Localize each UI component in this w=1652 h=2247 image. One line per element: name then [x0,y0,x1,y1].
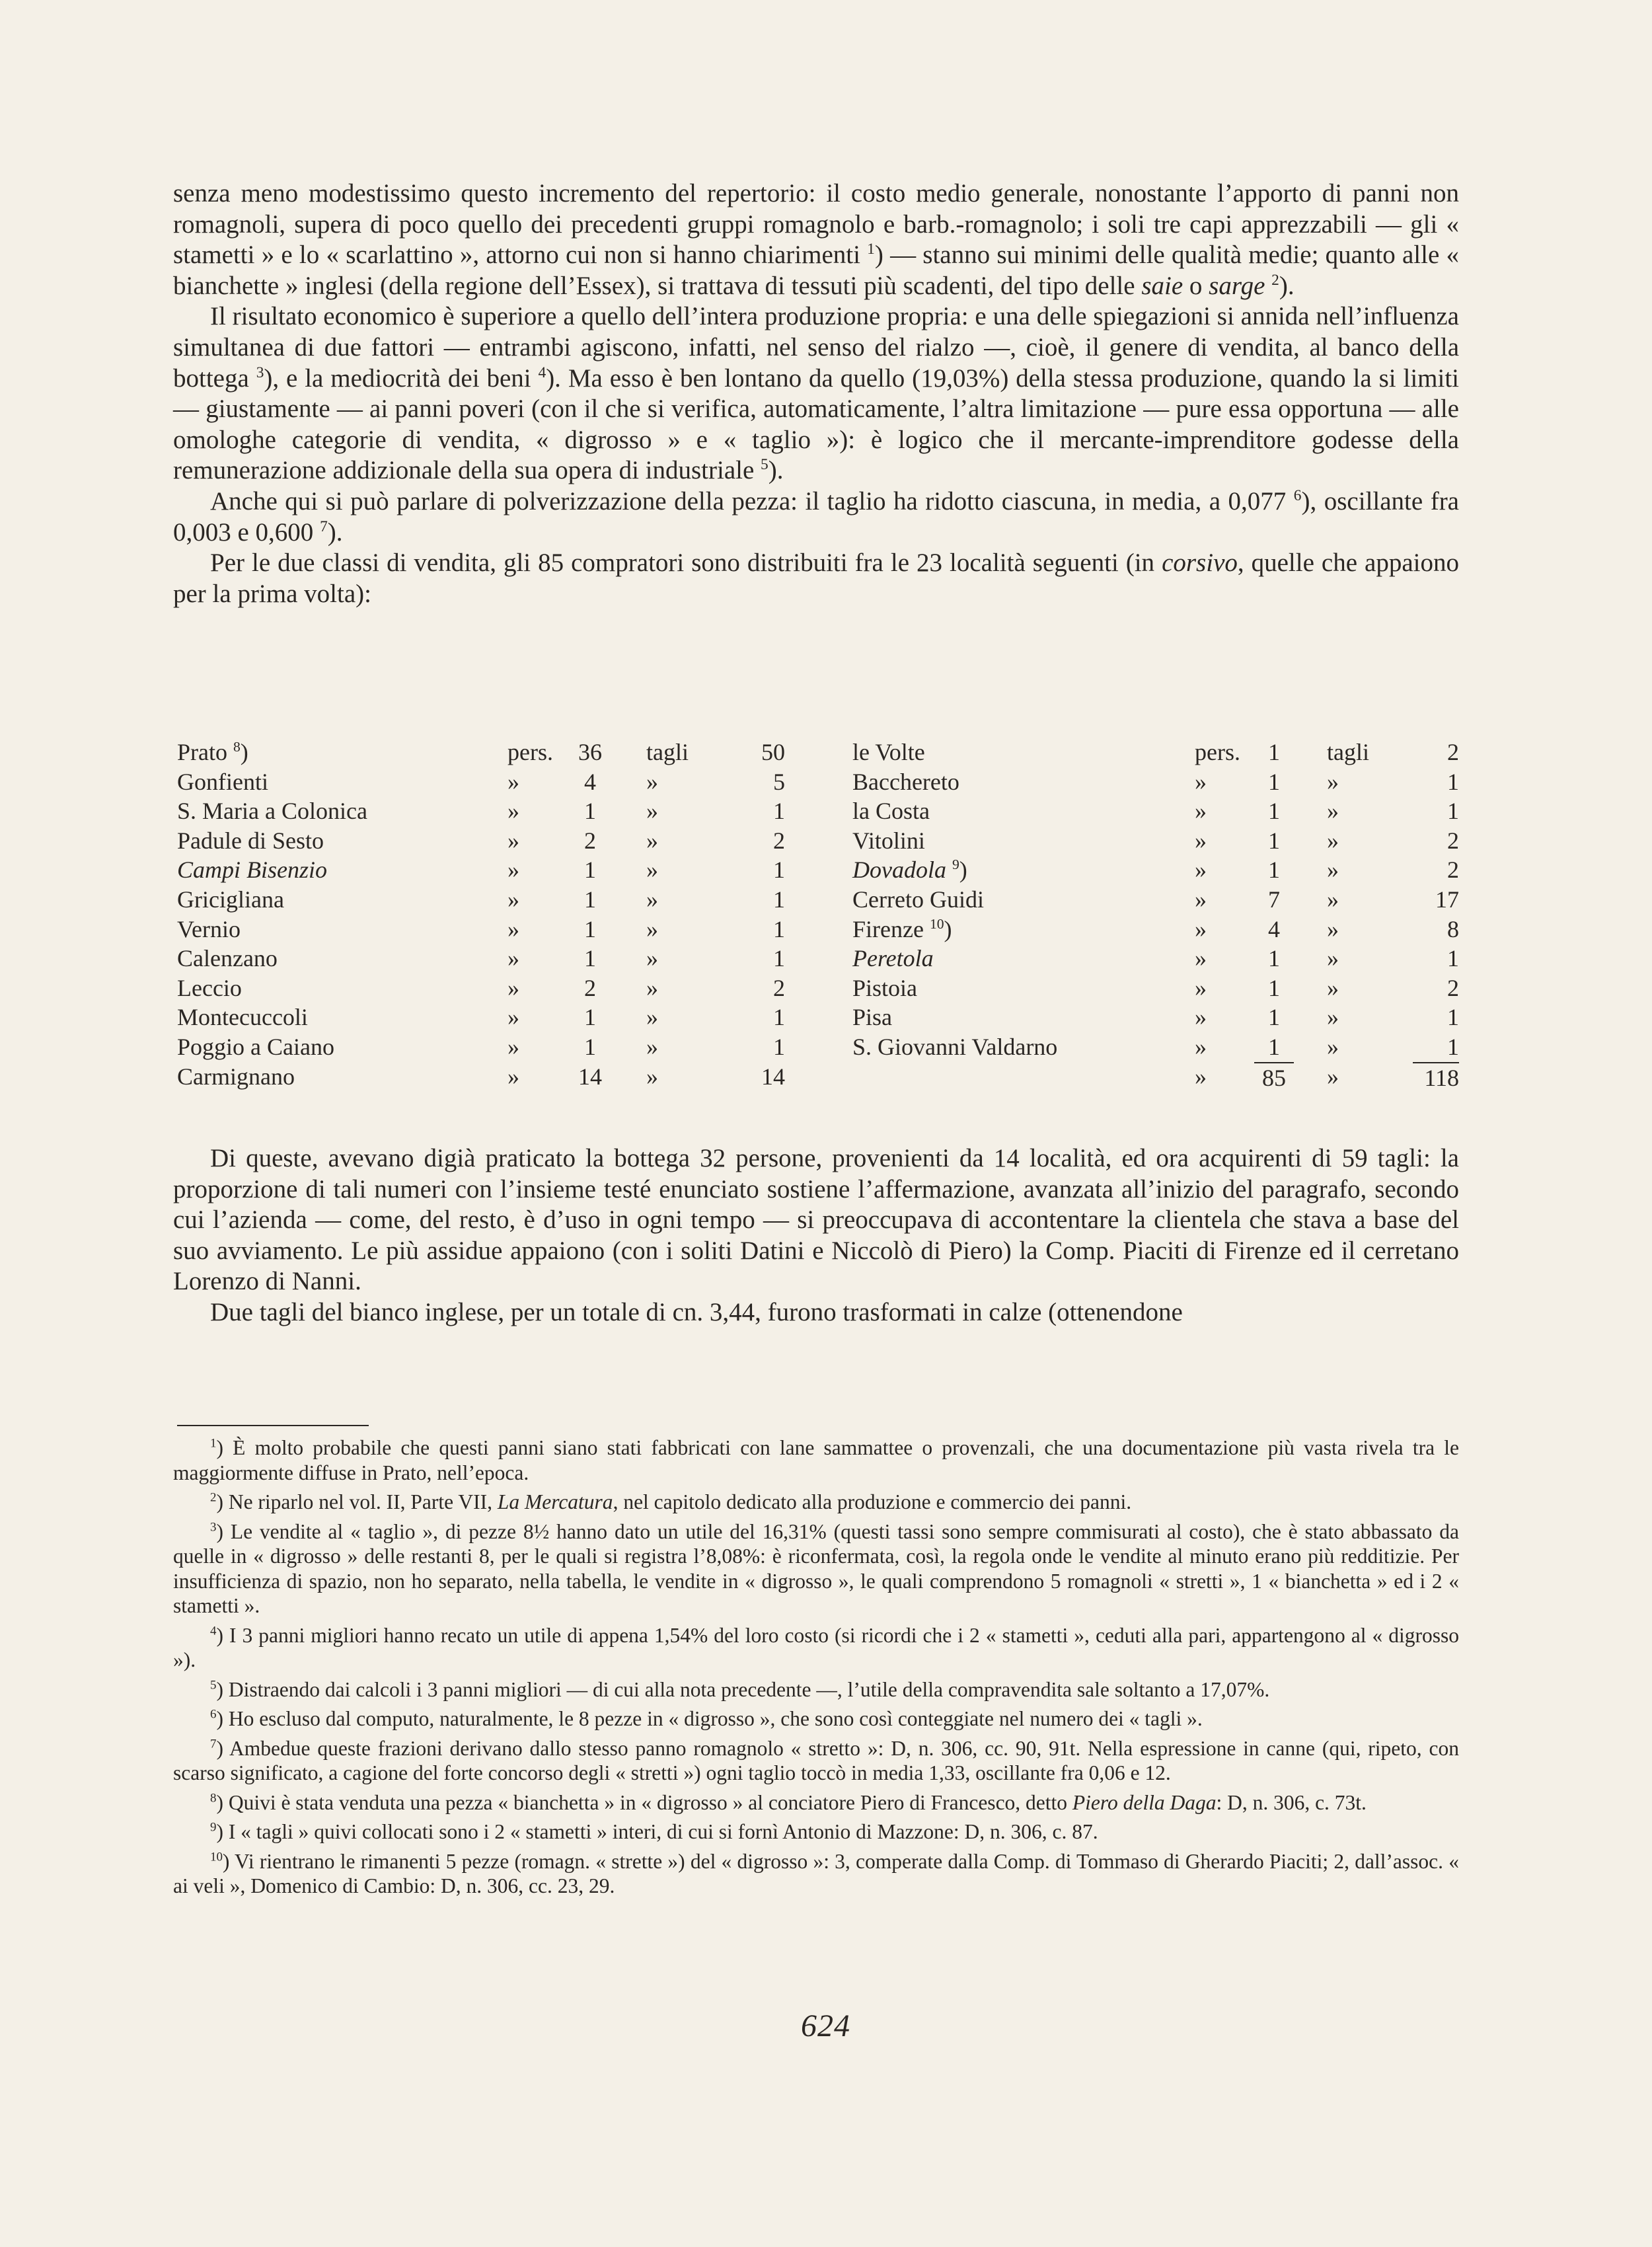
table-row [852,885,1459,915]
table-row [177,738,785,767]
text-run: ), oscillante fra 0,003 e 0,600 [173,486,1459,547]
persons-count: 1 [1268,739,1280,765]
tagli-label: tagli [1327,739,1369,765]
cuts-count: 2 [1447,857,1459,884]
ditto-mark: » [646,886,658,913]
text-run: ) Distraendo dai calcoli i 3 panni migliori — di cui alla nota precedente —, l’utile della compravendita sale soltanto a 17,07%. [216,1677,1270,1701]
place-name [852,885,984,915]
ditto-mark: » [507,915,519,942]
ditto-mark: » [1327,857,1339,884]
footnote-separator [177,1425,369,1426]
ditto-mark: » [507,1033,519,1060]
paragraph [173,1297,1459,1328]
tagli-label: tagli [646,739,689,765]
text-run: ). Ma esso è ben lontano da quello (19,03%) della stessa produzione, quando la si limiti — giustamente — ai panni poveri (con il che si verifica, automaticamente, l’altra limitazione — pure essa opportuna — alle omologhe categorie di vendita, « digrosso » e « taglio »): è logico che il mercante-imprenditore godesse della remunerazione addizionale della sua opera di industriale [173,363,1459,485]
text-run: ) È molto probabile che questi panni siano stati fabbricati con lane sammattee o provenzali, che una documentazione più vasta rivela tra le maggiormente diffuse in Prato, nell’epoca. [173,1436,1459,1484]
footnote-ref: 5 [761,456,769,474]
text-run: ) Quivi è stata venduta una pezza « bianchetta » in « digrosso » al conciatore Piero di Francesco, detto [216,1790,1072,1814]
ditto-mark: » [1327,798,1339,825]
ditto-mark: » [1195,886,1207,913]
cuts-count: 1 [1447,798,1459,825]
footnote-ref: 6 [1293,486,1302,504]
footnote [173,1519,1459,1619]
text-run: ). [1279,271,1295,300]
italic-run: sarge [1209,271,1265,300]
text-run: ) Vi rientrano le rimanenti 5 pezze (romagn. « strette ») del « digrosso »: 3, comperate dalla Comp. di Tommaso di Gherardo Piaciti; 2, dall’assoc. « ai veli », Domenico di Cambio: D, n. 306, cc. 23, 29. [173,1849,1459,1897]
table-row [177,1032,785,1062]
text-run: ) Ne riparlo nel vol. II, Parte VII, [216,1490,498,1513]
text-run: ). [327,517,343,547]
italic-run: saie [1141,271,1183,300]
place-name-text: Padule di Sesto [177,827,324,854]
text-run: : D, n. 306, c. 73t. [1216,1790,1367,1814]
text-run: ) I « tagli » quivi collocati sono i 2 « stametti » interi, di cui si fornì Antonio di Mazzone: D, n. 306, c. 87. [216,1820,1098,1843]
text-run: , quelle che appaiono per la prima volta): [173,549,1459,608]
footnote-ref: 2 [210,1490,217,1505]
persons-count: 4 [584,768,596,795]
place-name [177,767,268,797]
table-row [177,855,785,885]
table-row [177,944,785,973]
ditto-mark: » [1195,857,1207,884]
cuts-count: 1 [1447,1004,1459,1031]
cuts-count: 8 [1447,915,1459,942]
table-row [852,796,1459,826]
place-name [177,1003,308,1032]
footnote-ref: 3 [210,1520,217,1535]
footnote [173,1435,1459,1485]
table-row [852,1003,1459,1032]
cuts-count: 2 [1447,827,1459,854]
persons-count: 36 [578,739,602,765]
place-name [177,944,278,973]
ditto-mark: » [507,827,519,854]
table-row [177,1003,785,1032]
ditto-mark: » [646,915,658,942]
ditto-mark: » [1195,827,1207,854]
paragraph [173,301,1459,486]
place-name-text: Pisa [852,1004,893,1031]
ditto-mark: » [507,945,519,972]
table-row [852,915,1459,944]
ditto-mark: » [507,768,519,795]
footnote [173,1849,1459,1899]
ditto-mark: » [646,945,658,972]
ditto-mark: » [507,1004,519,1031]
total-persons: 85 [1254,1062,1294,1093]
footnote [173,1490,1459,1515]
page-number: 624 [801,2008,850,2043]
persons-count: 2 [584,827,596,854]
ditto-mark: » [1195,1004,1207,1031]
footnote [173,1623,1459,1673]
cuts-count: 1 [1447,945,1459,972]
text-run: senza meno modestissimo questo incremento del repertorio: il costo medio generale, nonostante l’apporto di panni non romagnoli, supera di poco quello dei precedenti gruppi romagnolo e barb.-romagnolo; i soli tre capi apprezzabili — gli « stametti » e lo « scarlattino », attorno cui non si hanno chiarimenti [173,179,1459,270]
ditto-mark: » [646,768,658,795]
place-name-text: Vernio [177,915,241,942]
table-row [852,767,1459,797]
ditto-mark: » [507,798,519,825]
cuts-count: 17 [1435,886,1459,913]
persons-count: 1 [1268,945,1280,972]
ditto-mark: » [1327,945,1339,972]
persons-count: 1 [1268,1004,1280,1031]
place-name: Prato $^8$) [177,739,248,765]
cuts-count: 2 [1447,739,1459,765]
place-name-text: Bacchereto [852,768,959,795]
footnote-ref: 4 [538,363,546,381]
ditto-mark: » [1327,974,1339,1001]
persons-count: 1 [584,798,596,825]
ditto-mark: » [646,798,658,825]
ditto-mark: » [1195,945,1207,972]
place-name [177,1062,295,1092]
ditto-mark: » [1195,768,1207,795]
ditto-mark: » [1327,1004,1339,1031]
table-total-row [852,1062,1459,1092]
place-name-text: Gonfienti [177,768,268,795]
cuts-count: 1 [773,1033,785,1060]
ditto-mark: » [1327,886,1339,913]
ditto-mark: » [646,857,658,884]
place-name [177,796,367,826]
table-row [177,767,785,797]
paragraph [173,548,1459,609]
place-name [177,855,327,885]
cuts-count: 50 [761,739,785,765]
table-row [177,826,785,856]
table-row [177,796,785,826]
footnote-ref: 10 [929,915,944,932]
persons-count: 1 [1268,798,1280,825]
pers-label: pers. [1195,739,1240,765]
place-name-text: Firenze [852,915,924,942]
text-run: ) I 3 panni migliori hanno recato un utile di appena 1,54% del loro costo (si ricordi che i 2 « stametti », ceduti alla pari, appartengono al « digrosso »). [173,1623,1459,1671]
persons-count: 7 [1268,886,1280,913]
table-row [852,826,1459,856]
ditto-mark: » [1195,974,1207,1001]
body-text-bottom [173,1143,1459,1328]
ditto-mark: » [646,974,658,1001]
place-name-text: Carmignano [177,1063,295,1090]
ditto-mark: » [1195,915,1207,942]
persons-count: 1 [584,857,596,884]
text-run: Anche qui si può parlare di polverizzazione della pezza: il taglio ha ridotto ciascuna, in media, a 0,077 [210,486,1294,515]
place-name-text: Dovadola [852,857,946,884]
ditto-mark: » [1327,915,1339,942]
footnote-ref: 10 [210,1850,223,1864]
cuts-count: 1 [1447,1033,1459,1060]
place-name [852,973,917,1003]
ditto-mark: » [1195,1033,1207,1060]
footnote-ref: 9 [952,857,959,873]
footnote [173,1677,1459,1702]
ditto-mark: » [646,1063,658,1090]
place-name-text: Peretola [852,945,934,972]
paragraph [173,178,1459,301]
table-row [852,1032,1459,1062]
place-name-text: S. Maria a Colonica [177,798,367,825]
ditto-mark: » [1327,1033,1339,1060]
footnote [173,1790,1459,1815]
footnote-ref: 2 [1271,271,1279,289]
cuts-count: 1 [773,886,785,913]
place-name-text: Gricigliana [177,886,284,913]
persons-count: 4 [1268,915,1280,942]
persons-count: 1 [1268,857,1280,884]
place-name [852,1032,1057,1062]
footnote-ref: 1 [867,241,875,258]
place-name-text: Pistoia [852,974,918,1001]
total-cuts: 118 [1413,1062,1459,1093]
cuts-count: 1 [773,915,785,942]
place-name [852,767,959,797]
buyers-table-left-column [177,738,785,1091]
place-name [177,1032,334,1062]
text-run: ). [768,456,784,485]
cuts-count: 1 [773,1004,785,1031]
text-run: o [1183,271,1209,300]
text-run: Il risultato economico è superiore a quello dell’intera produzione propria: e una delle spiegazioni si annida nell’influenza simultanea di due fattori — entrambi agiscono, infatti, nel senso del rialzo —, cioè, il genere di vendita, al banco della bottega [173,302,1459,393]
persons-count: 1 [584,1004,596,1031]
persons-count: 1 [1268,768,1280,795]
place-name [177,973,242,1003]
text-run: Di queste, avevano digià praticato la bottega 32 persone, provenienti da 14 località, ed ora acquirenti di 59 tagli: la proporzione di tali numeri con l’insieme testé enunciato sostiene l’affermazione, avanzata all’inizio del paragrafo, secondo cui l’azienda — come, del resto, è d’uso in ogni tempo — si preoccupava di accontentare la clientela che stava a base del suo avviamento. Le più assidue appaiono (con i soliti Datini e Niccolò di Piero) la Comp. Piaciti di Firenze ed il cerretano Lorenzo di Nanni. [173,1144,1459,1296]
cuts-count: 1 [773,857,785,884]
footnote [173,1706,1459,1732]
ditto-mark: » [646,1033,658,1060]
ditto-mark: » [507,857,519,884]
table-row [177,1062,785,1092]
text-run: ) — stanno sui minimi delle qualità medie; quanto alle « bianchette » inglesi (della regione dell’Essex), si trattava di tessuti più scadenti, del tipo delle [173,241,1460,300]
ditto-mark: » [646,827,658,854]
place-name-text: Vitolini [852,827,925,854]
place-name-text: S. Giovanni Valdarno [852,1033,1058,1060]
ditto-mark: » [1195,798,1207,825]
place-name [852,944,934,973]
cuts-count: 1 [773,798,785,825]
text-run: ), e la mediocrità dei beni [264,363,539,393]
text-run: ) Le vendite al « taglio », di pezze 8½ hanno dato un utile del 16,31% (questi tassi sono sempre commisurati al costo), che è stato abbassato da quelle in « digrosso » delle restanti 8, per le quali si registra l’8,08%: è riconfermata, così, la regola onde le vendite al minuto erano più redditizie. Per insufficienza di spazio, non ho separato, nella tabella, le vendite in « digrosso », le quali comprendono 5 romagnoli « stretti », 1 « bianchetta » ed i 2 « stametti ». [173,1519,1459,1617]
paragraph [173,1143,1459,1297]
cuts-count: 1 [1447,768,1459,795]
ditto-mark: » [507,1063,519,1090]
footnote-ref: 9 [210,1820,217,1835]
persons-count: 1 [584,915,596,942]
footnote-ref: 4 [210,1624,217,1638]
place-name [177,885,284,915]
place-name: Dovadola $^9$) [852,857,967,884]
place-name-text: Poggio a Caiano [177,1033,334,1060]
text-run: Per le due classi di vendita, gli 85 compratori sono distribuiti fra le 23 località seguenti (in [210,549,1162,578]
persons-count: 2 [584,974,596,1001]
table-row [852,944,1459,973]
footnotes [173,1435,1459,1903]
ditto-mark: » [1195,1063,1207,1090]
place-name [852,1003,892,1032]
cuts-count: 2 [1447,974,1459,1001]
ditto-mark: » [507,974,519,1001]
pers-label: pers. [507,739,553,765]
place-name [177,826,324,856]
footnote-ref: 6 [210,1707,217,1722]
persons-count: 1 [1268,827,1280,854]
ditto-mark: » [507,886,519,913]
place-name [177,915,241,944]
ditto-mark: » [1327,768,1339,795]
place-name-text: Montecuccoli [177,1004,308,1031]
cuts-count: 14 [761,1063,785,1090]
body-text-top [173,178,1459,609]
ditto-mark: » [1327,827,1339,854]
ditto-mark: » [646,1004,658,1031]
persons-count: 1 [1268,974,1280,1001]
place-name-text: Leccio [177,974,242,1001]
ditto-mark: » [1327,1063,1339,1090]
persons-count: 1 [584,945,596,972]
footnote [173,1819,1459,1845]
table-row [177,885,785,915]
footnote-ref: 7 [320,517,328,535]
text-run: ) Ho escluso dal computo, naturalmente, le 8 pezze in « digrosso », che sono così conteggiate nel numero dei « tagli ». [216,1707,1203,1730]
cuts-count: 5 [773,768,785,795]
place-name-text: Calenzano [177,945,278,972]
place-name-text: le Volte [852,739,925,765]
footnote-ref: 3 [256,363,264,381]
place-name-text: Cerreto Guidi [852,886,984,913]
place-name [852,796,930,826]
persons-count: 1 [584,886,596,913]
text-run [1265,272,1271,300]
text-run: Due tagli del bianco inglese, per un totale di cn. 3,44, furono trasformati in calze (ottenendone [210,1297,1183,1326]
text-run: , nel capitolo dedicato alla produzione e commercio dei panni. [613,1490,1132,1513]
italic-run: La Mercatura [497,1490,613,1513]
table-row [177,915,785,944]
footnote-ref: 8 [233,739,241,755]
cuts-count: 2 [773,827,785,854]
table-row [177,973,785,1003]
place-name: Firenze $^{10}$) [852,915,952,942]
paragraph [173,486,1459,548]
table-row [852,738,1459,767]
place-name-text: Campi Bisenzio [177,857,328,884]
place-name [852,738,925,767]
footnote-ref: 8 [210,1791,217,1806]
footnote [173,1736,1459,1786]
table-row [852,855,1459,885]
footnote-ref: 1 [210,1436,217,1451]
persons-count: 1 [584,1033,596,1060]
place-name-text: Prato [177,739,227,765]
cuts-count: 1 [773,945,785,972]
place-name-text: la Costa [852,798,930,825]
footnote-ref: 7 [210,1737,217,1751]
italic-run: Piero della Daga [1072,1790,1217,1814]
persons-count: 14 [578,1063,602,1090]
italic-run: corsivo [1162,549,1238,578]
footnote-ref: 5 [210,1678,217,1693]
buyers-table-right-column [852,738,1459,1091]
table-row [852,973,1459,1003]
text-run: ) Ambedue queste frazioni derivano dallo stesso panno romagnolo « stretto »: D, n. 306, cc. 90, 91t. Nella espressione in canne (qui, ripeto, con scarso significato, a cagione del forte concorso degli « stretti ») ogni taglio toccò in media 1,33, oscillante fra 0,06 e 12. [173,1736,1459,1784]
cuts-count: 2 [773,974,785,1001]
place-name [852,826,925,856]
persons-count: 1 [1268,1033,1280,1060]
